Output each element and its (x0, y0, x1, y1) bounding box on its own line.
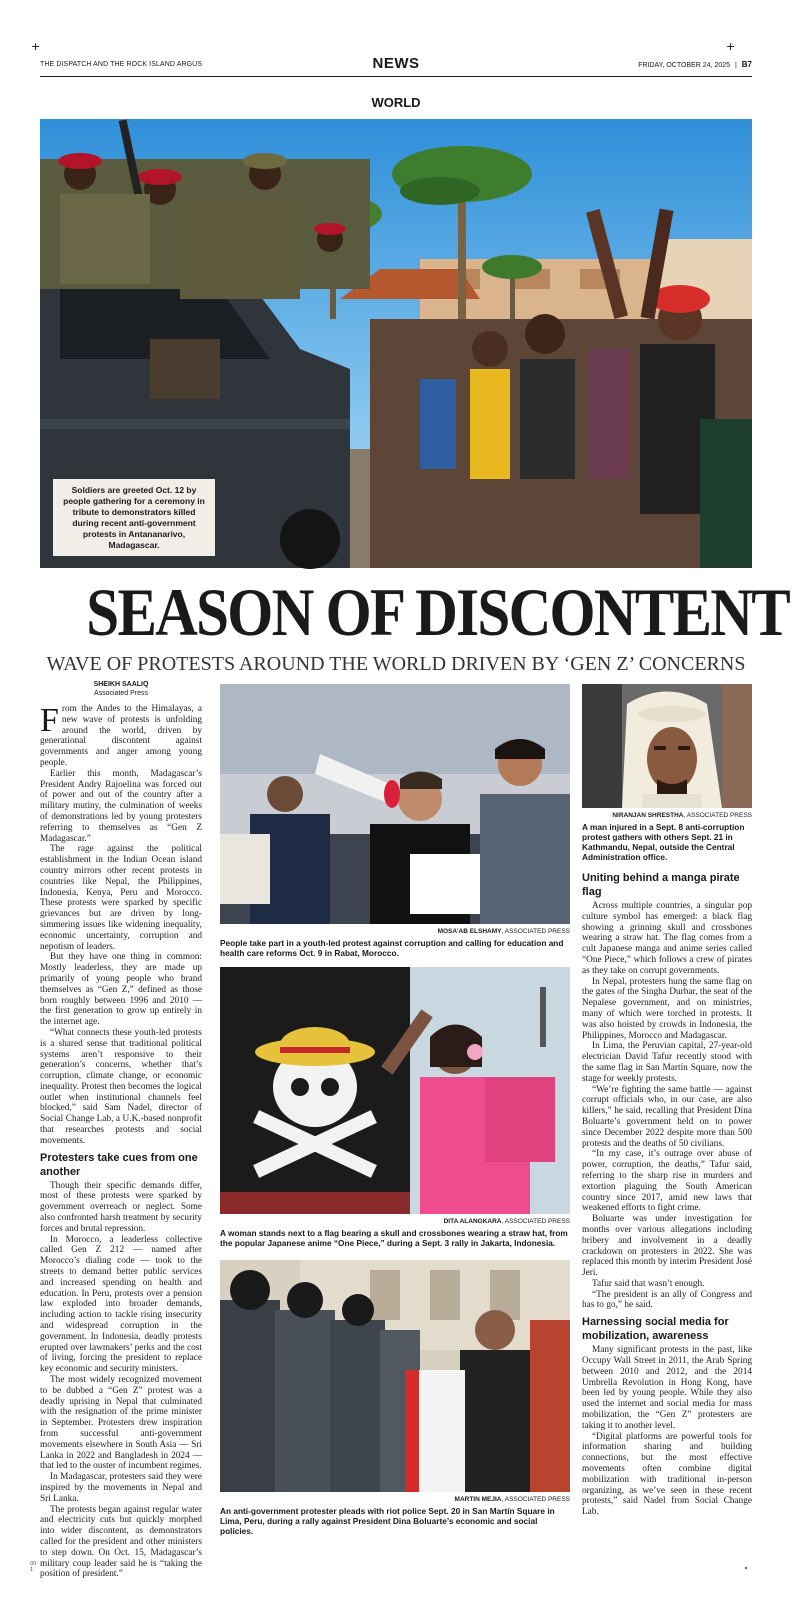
headline: SEASON OF DISCONTENT (86, 574, 789, 650)
byline-agency: Associated Press (93, 689, 149, 697)
photo-caption: A woman stands next to a flag bearing a skull and crossbones wearing a straw hat, from the popular Japanese anime “One Piece,” during a Sept. 3 rally in Jakarta, Indonesia. (220, 1228, 568, 1248)
page-header (40, 55, 752, 77)
paragraph: Earlier this month, Madagascar’s President Andry Rajoelina was forced out of power and out of the country after a military mutiny, the culmination of weeks of demonstrations led by young protesters referring to themselves as “Gen Z Madagascar.” (40, 768, 202, 844)
byline (40, 681, 202, 698)
page-info (638, 60, 752, 69)
paragraph: From the Andes to the Himalayas, a new wave of protests is unfolding around the world, driven by generational discontent against governments and anger among young people. (40, 702, 202, 768)
photo-morocco (220, 684, 570, 924)
paragraph: In Madagascar, protesters said they were inspired by the movements in Nepal and Sri Lanka. (40, 1472, 202, 1504)
paragraph: “We’re fighting the same battle — against corrupt officials who, in our case, are also killers,” he said, recalling that President Dina Boluarte’s government held on to power since December 2022 despite more than 500 protests and the deaths of 50 civilians. (582, 1084, 752, 1149)
photo-credit: MOSA’AB ELSHAMY, ASSOCIATED PRESS (437, 928, 570, 935)
photo-lima (220, 1260, 570, 1492)
photo-jakarta (220, 967, 570, 1214)
section-label: NEWS (372, 55, 420, 72)
article-column-1 (40, 681, 202, 1580)
printer-dot (745, 1567, 747, 1569)
photo-credit: MARTIN MEJIA, ASSOCIATED PRESS (454, 1496, 570, 1503)
crop-mark-left: + (31, 40, 41, 53)
paragraph: Across multiple countries, a singular pop culture symbol has emerged: a black flag showing a grinning skull and crossbones wearing a straw hat. The flag comes from a cult Japanese manga and anime series called “One Piece,” which follows a crew of pirates as they take on corrupt governments. (582, 901, 752, 976)
paragraph: The rage against the political establishment in the Indian Ocean island country mirrors other recent protests in countries like Nepal, the Philippines, Indonesia, Kenya, Peru and Morocco. These protests were sparked by specific grievances but are driven by long-simmering issues like widening inequality, economic uncertainty, corruption and nepotism of leaders. (40, 844, 202, 952)
printer-mark: 00 1 (30, 1561, 37, 1573)
hero-caption: Soldiers are greeted Oct. 12 by people gathering for a ceremony in tribute to demonstrators killed during recent anti-government protests in Antananarivo, Madagascar. (53, 479, 215, 556)
photo-caption: An anti-government protester pleads with riot police Sept. 20 in San Martín Square in Lima, Peru, during a rally against President Dina Boluarte’s economic and social policies. (220, 1506, 555, 1536)
paragraph: “The president is an ally of Congress and has to go,” he said. (582, 1289, 752, 1311)
paragraph: “What connects these youth-led protests is a shared sense that traditional political systems aren’t responsive to their generation’s concerns, whether that’s corruption, climate change, or economic inequality. Protest then becomes the logical outlet when institutional channels feel blocked,” said Sam Nadel, director of Social Change Lab, a U.K.-based nonprofit that researches protests and social movements. (40, 1027, 202, 1146)
article-column-3 (582, 867, 752, 1532)
paragraph: In Nepal, protesters hung the same flag on the gates of the Singha Durbar, the seat of the Nepalese government, and on ministries, many of which were torched in protests. It was also hoisted by crowds in Indonesia, the Philippines, Morocco and Madagascar. (582, 976, 752, 1041)
paragraph: The protests began against regular water and electricity cuts but quickly morphed into wider discontent, as demonstrators called for the president and other ministers to step down. On Oct. 15, Madagascar’s military coup leader said he is “taking the position of president.” (40, 1504, 202, 1580)
photo-caption: People take part in a youth-led protest against corruption and calling for education and health care reforms Oct. 9 in Rabat, Morocco. (220, 938, 564, 958)
paragraph: Boluarte was under investigation for months over various allegations including bribery and involvement in a deadly crackdown on protesters in 2022. She was replaced this month by interim President José Jerí. (582, 1214, 752, 1279)
paragraph: In Lima, the Peruvian capital, 27-year-old electrician David Tafur recently stood with the same flag in San Martín Square, now the stage for weekly protests. (582, 1041, 752, 1084)
subheadline: WAVE OF PROTESTS AROUND THE WORLD DRIVEN BY ‘GEN Z’ CONCERNS (46, 653, 746, 675)
section-subhead: Harnessing social media for mobilization, awareness (582, 1316, 729, 1343)
section-subhead: Protesters take cues from one another (40, 1151, 198, 1178)
paragraph: Tafur said that wasn’t enough. (592, 1278, 705, 1289)
paragraph: Though their specific demands differ, most of these protests were sparked by government overreach or neglect. Some also confronted harsh treatment by security forces and brutal repression. (40, 1180, 202, 1234)
publication-name: THE DISPATCH AND THE ROCK ISLAND ARGUS (40, 61, 203, 68)
photo-credit: NIRANJAN SHRESTHA, ASSOCIATED PRESS (612, 812, 752, 819)
paragraph: But they have one thing in common: Mostly leaderless, they are made up primarily of young people who brand themselves as “Gen Z,” defined as those born roughly between 1996 and 2010 — the first generation to grow up entirely in the internet age. (40, 952, 202, 1028)
paragraph: The most widely recognized movement to be dubbed a “Gen Z” protest was a deadly uprising in Nepal that culminated with the resignation of the prime minister in September. Protesters drew inspiration from successful anti-government movements elsewhere in South Asia — Sri Lanka in 2022 and Bangladesh in 2024 — that led to the ouster of incumbent regimes. (40, 1375, 202, 1472)
paragraph: “Digital platforms are powerful tools for information sharing and building connections, but the most effective movements often combine digital mobilization with traditional in-person organizing, as we’ve seen in these recent protests,” said Nadel from Social Change Lab. (582, 1431, 752, 1518)
page-separator: | (734, 62, 737, 69)
page-date: FRIDAY, OCTOBER 24, 2025 (638, 62, 731, 69)
photo-kathmandu (582, 684, 752, 808)
section-subhead: Uniting behind a manga pirate flag (582, 872, 740, 898)
drop-cap: F (40, 702, 59, 739)
paragraph: In Morocco, a leaderless collective called Gen Z 212 — named after Morocco’s dialing code — took to the streets to demand better public services and increased spending on health and education. In Peru, protests over a pension law exploded into broader demands, including action to tackle rising insecurity and widespread corruption in the government. In Indonesia, deadly protests erupted over lawmakers’ perks and the cost of living, forcing the president to replace key economic and security ministers. (40, 1234, 202, 1375)
crop-mark-right: + (726, 40, 736, 53)
paragraph: Many significant protests in the past, like Occupy Wall Street in 2011, the Arab Spring between 2010 and 2012, and the 2014 Umbrella Revolution in Hong Kong, have been led by young people. While they also used the internet and social media for mass mobilization, the “Gen Z” protesters are taking it to another level. (582, 1345, 752, 1431)
paragraph: “In my case, it’s outrage over abuse of power, corruption, the deaths,” Tafur said, referring to the sharp rise in murders and extortion plaguing the South American country since 2017, amid new laws that weakened efforts to fight crime. (582, 1149, 752, 1214)
photo-credit: DITA ALANGKARA, ASSOCIATED PRESS (443, 1218, 570, 1225)
photo-caption: A man injured in a Sept. 8 anti-corruption protest gathers with others Sept. 21 in Kathmandu, Nepal, outside the Central Administration office. (582, 822, 745, 862)
page-number: B7 (741, 60, 752, 69)
byline-name: SHEIKH SAALIQ (93, 681, 149, 688)
section-title: WORLD (371, 95, 421, 110)
